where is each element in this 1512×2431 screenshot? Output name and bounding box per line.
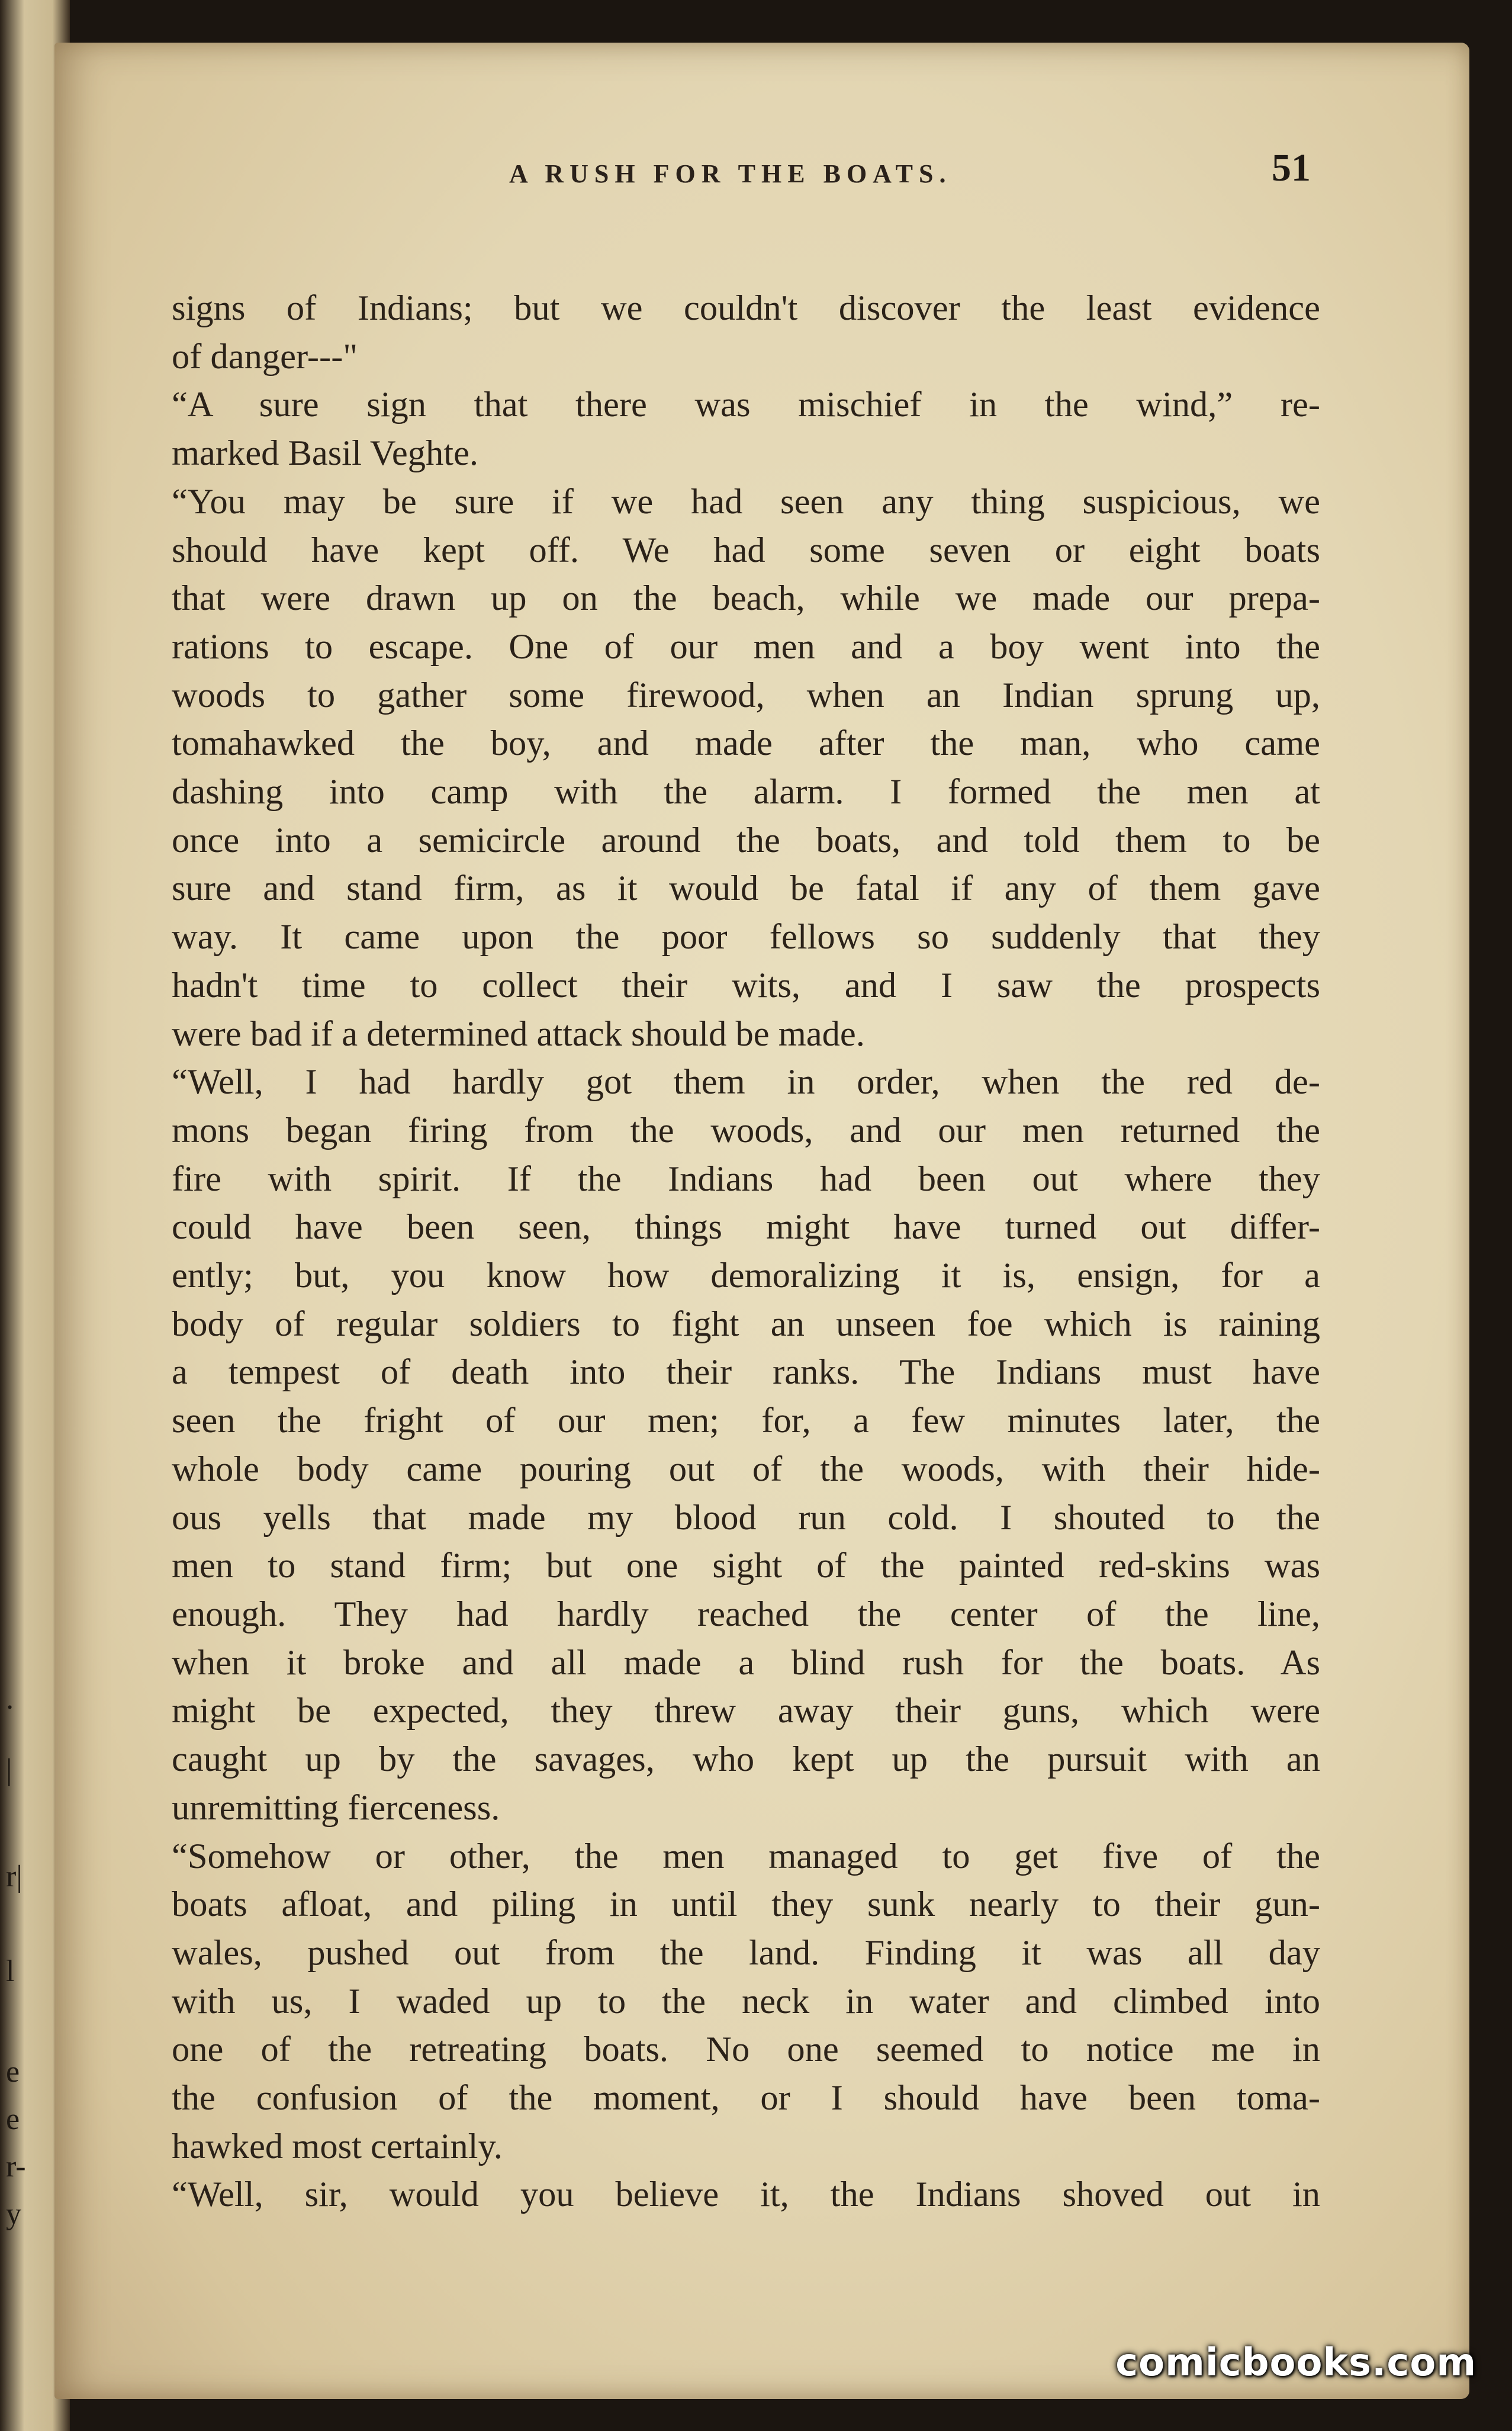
text-line: dashing into camp with the alarm. I formed the men at xyxy=(172,772,1320,812)
text-line: ous yells that made my blood run cold. I shouted to the xyxy=(172,1497,1320,1538)
text-line: fire with spirit. If the Indians had been out where they xyxy=(172,1159,1320,1199)
text-line: whole body came pouring out of the woods, with their hide- xyxy=(172,1449,1320,1489)
text-line: hadn't time to collect their wits, and I saw the prospects xyxy=(172,965,1320,1005)
text-line: tomahawked the boy, and made after the man, who came xyxy=(172,723,1320,764)
running-head: A RUSH FOR THE BOATS. xyxy=(509,159,952,188)
left-page-fragment: r| xyxy=(6,1860,22,1893)
text-line: signs of Indians; but we couldn't discover the least evidence xyxy=(172,288,1320,328)
text-line: a tempest of death into their ranks. The Indians must have xyxy=(172,1352,1320,1393)
text-line: wales, pushed out from the land. Finding it was all day xyxy=(172,1932,1320,1973)
text-line: seen the fright of our men; for, a few minutes later, the xyxy=(172,1401,1320,1441)
text-line: could have been seen, things might have turned out differ- xyxy=(172,1207,1320,1247)
text-line: the confusion of the moment, or I should have been toma- xyxy=(172,2078,1320,2118)
text-line: might be expected, they threw away their guns, which were xyxy=(172,1691,1320,1731)
text-line: “Well, sir, would you believe it, the Indians shoved out in xyxy=(172,2175,1320,2215)
text-line: once into a semicircle around the boats, and told them to be xyxy=(172,820,1320,860)
text-line: men to stand firm; but one sight of the painted red-skins was xyxy=(172,1546,1320,1586)
left-page-fragment: y xyxy=(6,2197,21,2231)
text-line: with us, I waded up to the neck in water and climbed into xyxy=(172,1981,1320,2021)
left-page-fragment: r- xyxy=(6,2150,26,2184)
text-line: enough. They had hardly reached the center of the line, xyxy=(172,1594,1320,1634)
left-page-fragment: l xyxy=(6,1954,15,1988)
text-line: “You may be sure if we had seen any thing suspicious, we xyxy=(172,481,1320,522)
left-page-fragment: | xyxy=(6,1753,12,1787)
text-line: “Well, I had hardly got them in order, when the red de- xyxy=(172,1062,1320,1102)
text-line: boats afloat, and piling in until they sunk nearly to their gun- xyxy=(172,1885,1320,1925)
text-line: mons began firing from the woods, and our men returned the xyxy=(172,1110,1320,1150)
text-line: way. It came upon the poor fellows so suddenly that they xyxy=(172,917,1320,957)
text-line: unremitting fierceness. xyxy=(172,1787,500,1828)
left-page-fragment: e xyxy=(6,2102,20,2136)
text-line: ently; but, you know how demoralizing it is, ensign, for a xyxy=(172,1256,1320,1296)
text-line: hawked most certainly. xyxy=(172,2126,503,2166)
page-number: 51 xyxy=(1272,146,1311,189)
text-line: body of regular soldiers to fight an unseen foe which is raining xyxy=(172,1304,1320,1344)
text-line: “A sure sign that there was mischief in the wind,” re- xyxy=(172,385,1320,425)
body-text xyxy=(172,284,1320,2219)
text-line: woods to gather some firewood, when an Indian sprung up, xyxy=(172,675,1320,715)
text-line: caught up by the savages, who kept up the pursuit with an xyxy=(172,1739,1320,1780)
left-page-fragment: . xyxy=(6,1682,14,1716)
text-line: that were drawn up on the beach, while we made our prepa- xyxy=(172,578,1320,619)
left-page-fragment: e xyxy=(6,2055,20,2089)
text-line: should have kept off. We had some seven or eight boats xyxy=(172,530,1320,570)
text-line: “Somehow or other, the men managed to get five of the xyxy=(172,1836,1320,1876)
text-line: rations to escape. One of our men and a boy went into the xyxy=(172,626,1320,667)
watermark-text: comicbooks.com xyxy=(1115,2341,1476,2385)
text-line: marked Basil Veghte. xyxy=(172,433,479,474)
text-line: sure and stand firm, as it would be fatal if any of them gave xyxy=(172,869,1320,909)
text-line: one of the retreating boats. No one seemed to notice me in xyxy=(172,2030,1320,2070)
text-line: of danger---" xyxy=(172,336,358,377)
text-line: were bad if a determined attack should be made. xyxy=(172,1014,865,1054)
text-line: when it broke and all made a blind rush for the boats. As xyxy=(172,1642,1320,1683)
